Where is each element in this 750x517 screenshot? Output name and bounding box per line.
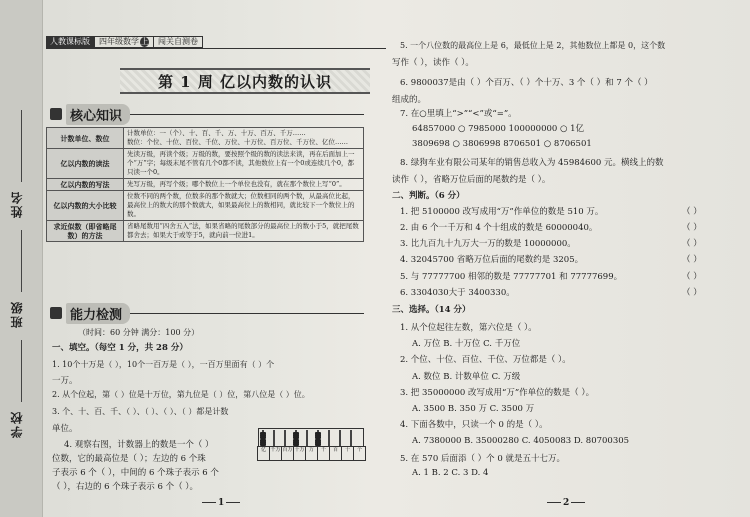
knowledge-line: 数位：个位、十位、百位、千位、万位、十万位、百万位、千万位、亿位…… (127, 138, 348, 146)
abacus-bead (315, 432, 321, 435)
test-time-note: （时间：60 分钟 满分：100 分） (78, 328, 200, 337)
ability-heading-rule (130, 313, 364, 314)
abacus-bead (315, 439, 321, 442)
knowledge-topic: 亿以内数的读法 (47, 149, 124, 179)
knowledge-line: 先读万级，再读个级；万级的数，要按照个级的数的读法来读，再在后面加上一个“万”字；每级末尾不管有几个0都不读，其他数位上有一个0或连续几个0，都只读一个0。 (127, 150, 355, 176)
left-question-line: 2. 从个位起，第（ ）位是十万位，第九位是（ ）位，第八位是（ ）位。 (52, 390, 310, 399)
right-question-line: 2. 个位、十位、百位、千位、万位都是（ ）。 (400, 355, 571, 365)
right-question-line: 写作（ ），读作（ ）。 (392, 58, 474, 68)
abacus-rod (339, 430, 341, 446)
header-rule (46, 48, 386, 49)
knowledge-content (124, 128, 364, 149)
right-question-line: 6. 3304030大于 3400330。 (400, 288, 515, 298)
spine-name-line (21, 110, 22, 182)
knowledge-content (124, 221, 364, 242)
spine-class-line (21, 230, 22, 292)
abacus-place-label: 百万 (281, 446, 294, 461)
judge-answer-bracket: （ ） (682, 207, 702, 217)
knowledge-line: 位数不同的两个数，位数多的那个数就大；位数相同的两个数，从最高位比起，最高位上的数大的那个数就大，如果最高位上的数相同，就比较下一个数位上的数。 (127, 192, 355, 218)
abacus-rod (284, 430, 286, 446)
page-number-left: 1 (200, 498, 242, 508)
right-question-line: 7. 在○里填上“>”“<”或“=”。 (400, 109, 517, 119)
judge-answer-bracket: （ ） (682, 288, 702, 298)
pencil-icon (50, 108, 62, 120)
abacus-rod (273, 430, 275, 446)
right-question-line: 4. 32045700 省略万位后面的尾数约是 3205。 (400, 255, 584, 265)
judge-answer-bracket: （ ） (682, 223, 702, 233)
right-question-line: 8. 绿狗车业有限公司某年的销售总收入为 45984600 元。横线上的数 (400, 158, 664, 168)
right-question-line: 组成的。 (392, 95, 427, 105)
right-question-line: 6. 9800037是由（ ）个百万、（ ）个十万、3 个（ ）和 7 个（ ） (400, 78, 653, 88)
header-grade (94, 36, 154, 48)
knowledge-line: 先写万级，再写个级；哪个数位上一个单位也没有，就在那个数位上写“0”。 (127, 180, 346, 188)
right-question-line: A. 数位 B. 计数单位 C. 万级 (412, 372, 521, 382)
abacus-rod (306, 430, 308, 446)
ability-test-heading: 能力检测 (50, 303, 130, 323)
header-grade-text: 四年级数学 (99, 37, 139, 46)
knowledge-topic: 计数单位、数位 (47, 128, 124, 149)
knowledge-line: 省略尾数用“四舍五入”法，如果省略的尾数部分的最高位上的数小于5，就把尾数都舍去；如果大于或等于5，就向前一位进1。 (127, 222, 359, 239)
left-question-line: 一、填空。（每空 1 分，共 28 分） (52, 343, 188, 353)
knowledge-topic: 亿以内数的大小比较 (47, 191, 124, 221)
knowledge-content (124, 191, 364, 221)
abacus-place-label: 亿 (257, 446, 270, 461)
spine-name-label: 姓名 (10, 190, 24, 218)
right-question-line: A. 7380000 B. 35000280 C. 4050083 D. 80700305 (412, 436, 630, 446)
abacus-bead (293, 432, 299, 435)
abacus-place-label: 千万 (269, 446, 282, 461)
left-question-line: 子表示 6 个（ ），中间的 6 个珠子表示 6 个 (52, 468, 219, 478)
knowledge-row (47, 179, 364, 191)
right-question-line: A. 万位 B. 十万位 C. 千万位 (412, 339, 521, 349)
abacus-bead (293, 439, 299, 442)
pencil-icon (50, 307, 62, 319)
left-question-line: 单位。 (52, 424, 78, 434)
right-question-line: 2. 由 6 个一千万和 4 个十组成的数是 60000040。 (400, 223, 598, 233)
core-heading-rule (130, 114, 364, 115)
left-question-line: 3. 个、十、百、千、（ ）、（ ）、（ ）、（ ）都是计数 (52, 407, 229, 416)
right-question-line: 1. 从个位起往左数，第六位是（ ）。 (400, 323, 537, 333)
knowledge-row (47, 221, 364, 242)
abacus-bead (260, 432, 266, 435)
spine-school-label: 学校 (10, 410, 24, 438)
core-knowledge-heading: 核心知识 (50, 104, 130, 124)
right-question-line: 5. 在 570 后面添（ ）个 0 就是五十七万。 (400, 454, 565, 464)
right-question-line: 5. 一个八位数的最高位上是 6，最低位上是 2，其他数位上都是 0，这个数 (400, 41, 666, 50)
page-header (46, 36, 203, 48)
judge-answer-bracket: （ ） (682, 272, 702, 282)
knowledge-row (47, 128, 364, 149)
core-knowledge-table (46, 127, 364, 242)
abacus-rod (350, 430, 352, 446)
right-question-line: 三、选择。（14 分） (392, 305, 471, 315)
abacus-figure (258, 428, 362, 460)
right-question-line: 二、判断。（6 分） (392, 191, 465, 201)
right-question-line: A. 3500 B. 350 万 C. 3500 万 (412, 404, 535, 414)
right-question-line: 3. 把 35000000 改写成用“万”作单位的数是（ ）。 (400, 388, 595, 398)
abacus-place-label: 十 (341, 446, 354, 461)
abacus-place-label: 个 (353, 446, 366, 461)
abacus-bead (260, 439, 266, 442)
header-series: 闯关自测卷 (154, 36, 203, 48)
abacus-place-label: 十万 (293, 446, 306, 461)
abacus-rod (328, 430, 330, 446)
header-brand: 人教课标版 (46, 36, 94, 48)
right-question-line: 5. 与 77777700 相邻的数是 77777701 和 77777699。 (400, 272, 623, 282)
page-number-right: 2 (545, 498, 587, 508)
knowledge-line: 计数单位：一（个）、十、百、千、万、十万、百万、千万…… (127, 129, 306, 137)
left-question-line: 位数，它的最高位是（ ）；左边的 6 个珠 (52, 454, 206, 464)
right-question-line: 4. 下面各数中，只读一个 0 的是（ ）。 (400, 420, 548, 430)
left-question-line: 一万。 (52, 376, 78, 386)
week-title: 第 1 周 亿以内数的认识 (120, 68, 370, 94)
knowledge-row (47, 191, 364, 221)
spine-school-line (21, 340, 22, 402)
header-grade-badge: 上 (140, 37, 149, 46)
right-question-line: 1. 把 5100000 改写成用“万”作单位的数是 510 万。 (400, 207, 604, 217)
right-question-line: 64857000 ○ 7985000 100000000 ○ 1亿 (412, 124, 585, 134)
knowledge-topic: 亿以内数的写法 (47, 179, 124, 191)
abacus-place-label: 千 (317, 446, 330, 461)
left-question-line: 4. 观察右图，计数器上的数是一个（ ） (64, 440, 214, 450)
abacus-place-labels (258, 446, 366, 461)
right-question-line: A. 1 B. 2 C. 3 D. 4 (412, 468, 489, 478)
right-question-line: 读作（ ），省略万位后面的尾数约是（ ）。 (392, 175, 551, 185)
judge-answer-bracket: （ ） (682, 255, 702, 265)
left-question-line: 1. 10个十万是（ ），10个一百万是（ ），一百万里面有（ ）个 (52, 360, 275, 369)
left-question-line: （ ），右边的 6 个珠子表示 6 个（ ）。 (52, 482, 199, 492)
abacus-place-label: 万 (305, 446, 318, 461)
knowledge-content (124, 149, 364, 179)
knowledge-content (124, 179, 364, 191)
right-question-line: 3. 比九百九十九万大一万的数是 10000000。 (400, 239, 576, 249)
knowledge-row (47, 149, 364, 179)
judge-answer-bracket: （ ） (682, 239, 702, 249)
knowledge-topic: 求近似数（即省略尾数）的方法 (47, 221, 124, 242)
right-question-line: 3809698 ○ 3806998 8706501 ○ 8706501 (412, 139, 592, 149)
spine-class-label: 班级 (10, 300, 24, 328)
binding-strip (0, 0, 43, 517)
abacus-place-label: 百 (329, 446, 342, 461)
